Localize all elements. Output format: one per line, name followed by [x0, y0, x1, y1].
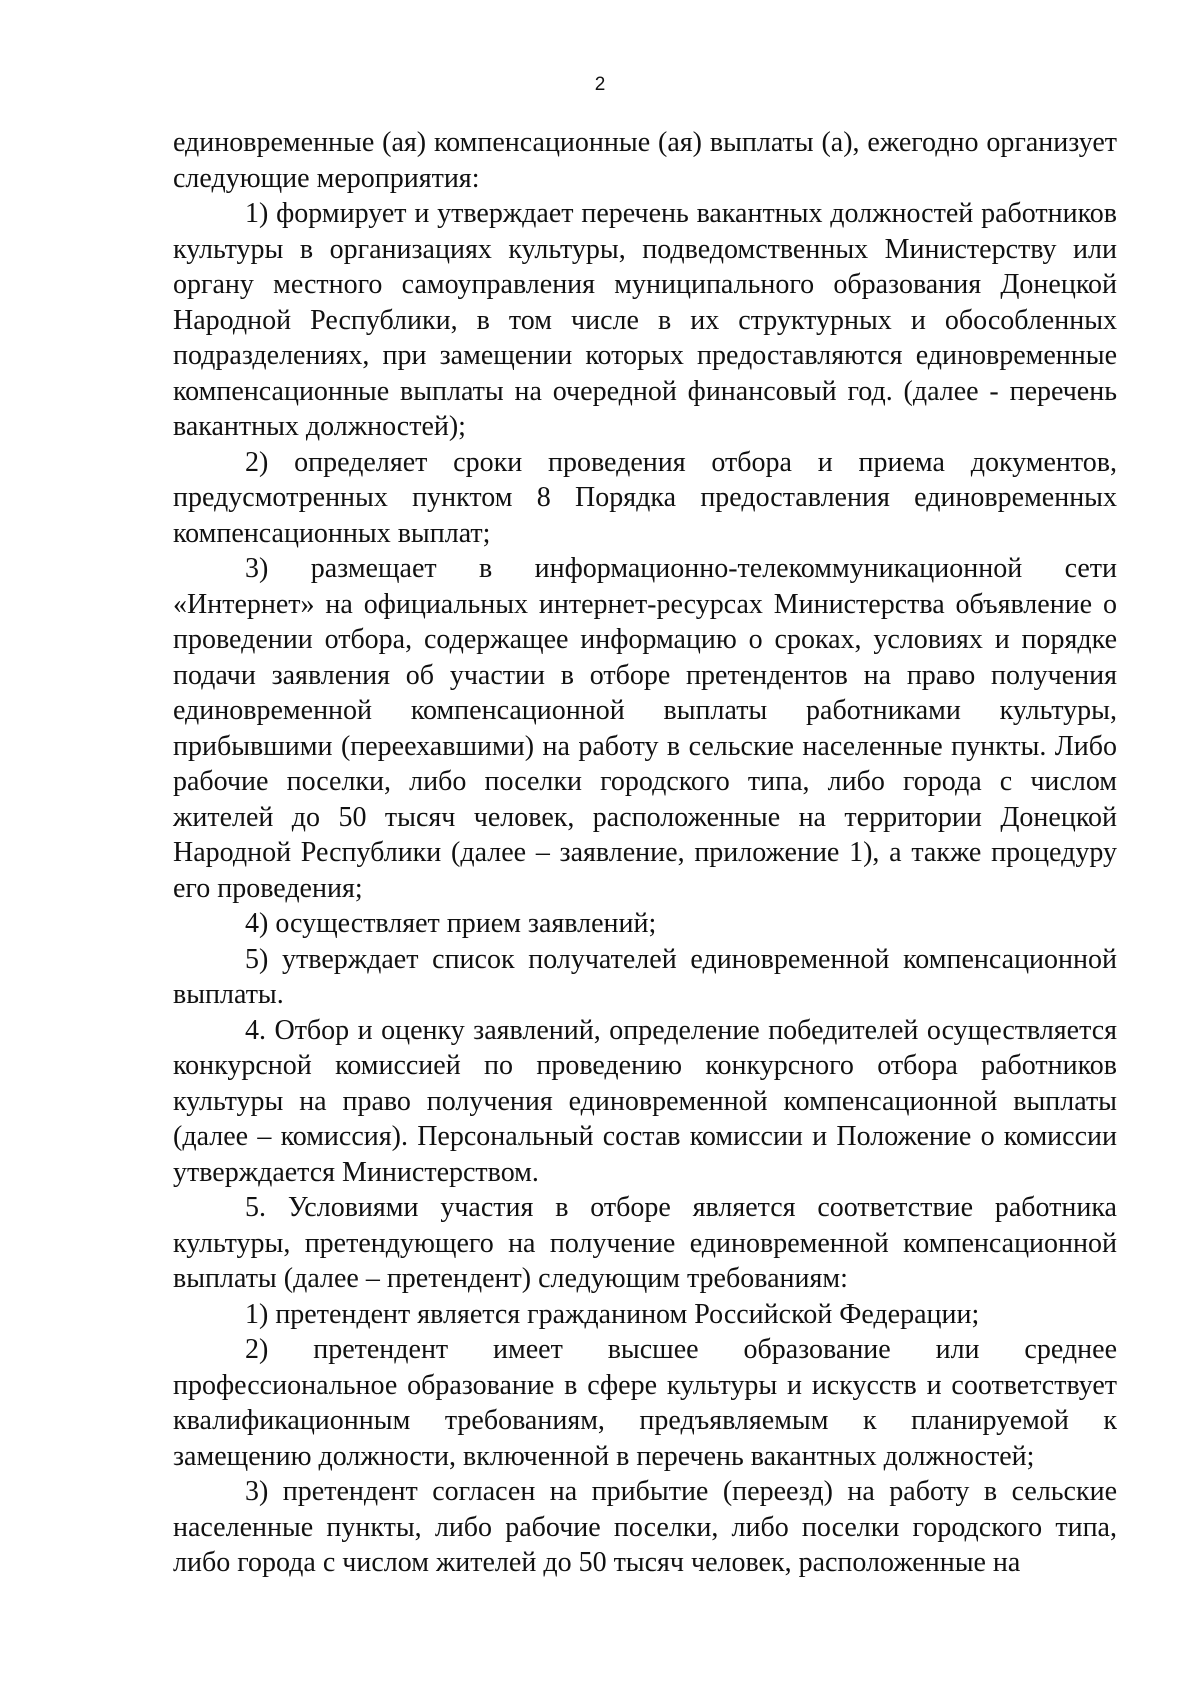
paragraph-item-4-applications: 4) осуществляет прием заявлений; [245, 908, 657, 939]
paragraph-continuation: единовременные (ая) компенсационные (ая) выплаты (а), ежегодно организует следующие мероприятия: [173, 127, 1117, 194]
page-number: 2 [594, 74, 606, 95]
paragraph-item-5-recipients-list: 5) утверждает список получателей единовременной компенсационной выплаты. [173, 943, 1117, 1010]
paragraph-section-5-conditions: 5. Условиями участия в отборе является соответствие работника культуры, претендующего на получение единовременной компенсационной выплаты (далее – претендент) следующим требованиям: [173, 1192, 1117, 1294]
document-body [173, 125, 1117, 1581]
paragraph-section-4-commission: 4. Отбор и оценку заявлений, определение победителей осуществляется конкурсной комиссией по проведению конкурсного отбора работников культуры на право получения единовременной компенсационной выплаты (далее – комиссия). Персональный состав комиссии и Положение о комиссии утверждается Министерством. [173, 1014, 1117, 1188]
paragraph-condition-1-citizenship: 1) претендент является гражданином Российской Федерации; [245, 1298, 980, 1330]
paragraph-item-1-vacancy-list: 1) формирует и утверждает перечень вакантных должностей работников культуры в организациях культуры, подведомственных Министерству или органу местного самоуправления муниципального образования Донецкой Народной Республики, в том числе в их структурных и обособленных подразделениях, при замещении которых предоставляются единовременные компенсационные выплаты на очередной финансовый год. (далее - перечень вакантных должностей); [173, 198, 1117, 442]
paragraph-condition-2-education: 2) претендент имеет высшее образование или среднее профессиональное образование в сфере культуры и искусств и соответствует квалификационным требованиям, предъявляемым к планируемой к замещению должности, включенной в перечень вакантных должностей; [173, 1334, 1117, 1472]
paragraph-item-3-announcement: 3) размещает в информационно-телекоммуникационной сети «Интернет» на официальных интернет-ресурсах Министерства объявление о проведении отбора, содержащее информацию о сроках, условиях и порядке подачи заявления об участии в отборе претендентов на право получения единовременной компенсационной выплаты работниками культуры, прибывшими (переехавшими) на работу в сельские населенные пункты. Либо рабочие поселки, либо поселки городского типа, либо города с числом жителей до 50 тысяч человек, расположенные на территории Донецкой Народной Республики (далее – заявление, приложение 1), а также процедуру его проведения; [173, 553, 1117, 904]
paragraph-condition-3-relocation: 3) претендент согласен на прибытие (переезд) на работу в сельские населенные пункты, либо рабочие поселки, либо поселки городского типа, либо города с числом жителей до 50 тысяч человек, расположенные на [173, 1476, 1117, 1578]
paragraph-item-2-deadlines: 2) определяет сроки проведения отбора и приема документов, предусмотренных пунктом 8 Порядка предоставления единовременных компенсационных выплат; [173, 446, 1117, 549]
